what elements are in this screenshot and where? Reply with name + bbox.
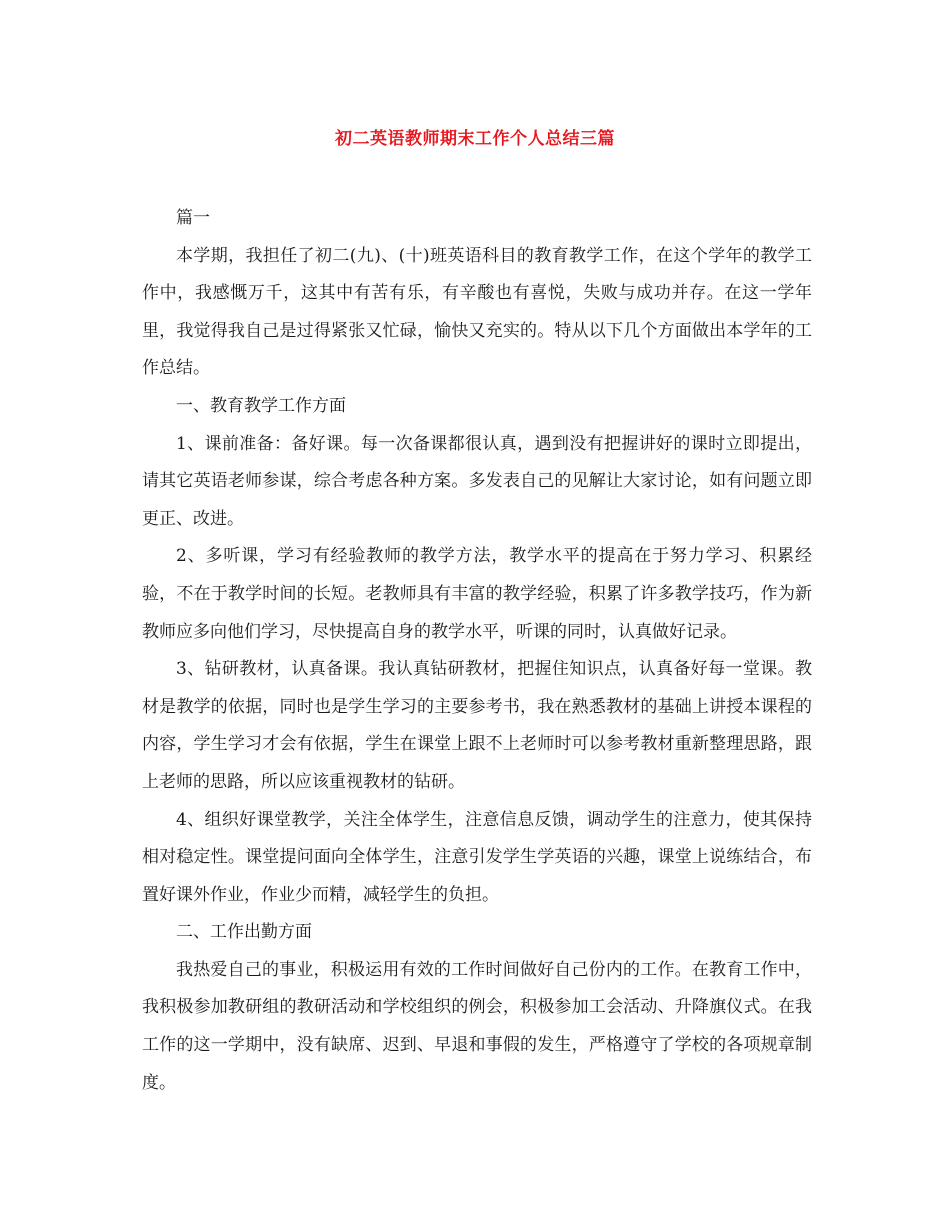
document-title: 初二英语教师期末工作个人总结三篇: [335, 129, 615, 149]
section-label-part-one: 篇一: [176, 208, 210, 228]
paragraph-item-4: 4、组织好课堂教学，关注全体学生，注意信息反馈，调动学生的注意力，使其保持相对稳定性。课堂提问面向全体学生，注意引发学生学英语的兴趣，课堂上说练结合，布置好课外作业，作业少而精，减轻学生的负担。: [142, 809, 812, 905]
paragraph-item-3: 3、钻研教材，认真备课。我认真钻研教材，把握住知识点，认真备好每一堂课。教材是教学的依据，同时也是学生学习的主要参考书，我在熟悉教材的基础上讲授本课程的内容，学生学习才会有依据，学生在课堂上跟不上老师时可以参考教材重新整理思路，跟上老师的思路，所以应该重视教材的钻研。: [142, 659, 812, 792]
paragraph-item-2: 2、多听课，学习有经验教师的教学方法，教学水平的提高在于努力学习、积累经验，不在于教学时间的长短。老教师具有丰富的教学经验，积累了许多教学技巧，作为新教师应多向他们学习，尽快提高自身的教学水平，听课的同时，认真做好记录。: [142, 546, 812, 642]
section-heading-attendance: 二、工作出勤方面: [176, 922, 312, 943]
attendance-paragraph: 我热爱自己的事业，积极运用有效的工作时间做好自己份内的工作。在教育工作中，我积极参加教研组的教研活动和学校组织的例会，积极参加工会活动、升降旗仪式。在我工作的这一学期中，没有缺席、迟到、早退和事假的发生，严格遵守了学校的各项规章制度。: [142, 959, 812, 1093]
paragraph-item-1: 1、课前准备：备好课。每一次备课都很认真，遇到没有把握讲好的课时立即提出，请其它英语老师参谋，综合考虑各种方案。多发表自己的见解让大家讨论，如有问题立即更正、改进。: [142, 433, 812, 529]
intro-paragraph: 本学期，我担任了初二(九)、(十)班英语科目的教育教学工作，在这个学年的教学工作中，我感慨万千，这其中有苦有乐，有辛酸也有喜悦，失败与成功并存。在这一学年里，我觉得我自己是过得紧张又忙碌，愉快又充实的。特从以下几个方面做出本学年的工作总结。: [142, 245, 812, 379]
section-heading-teaching: 一、教育教学工作方面: [176, 395, 346, 416]
document-body: [142, 200, 812, 1102]
